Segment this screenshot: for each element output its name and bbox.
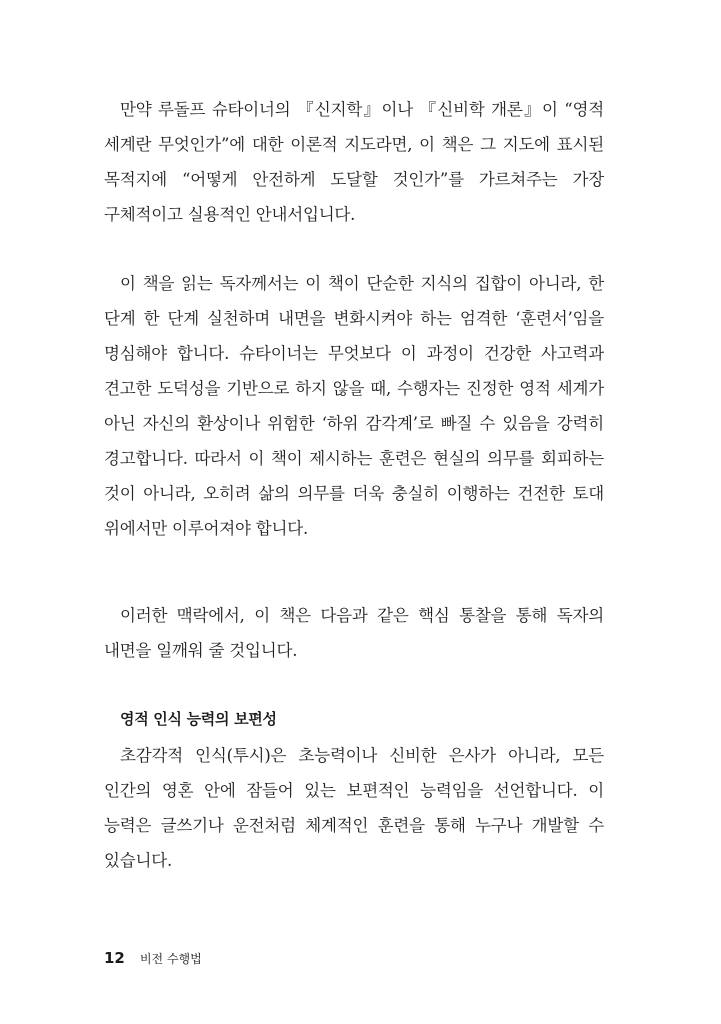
- running-title: 비전 수행법: [139, 952, 202, 966]
- paragraph-intro: 만약 루돌프 슈타이너의 『신지학』이나 『신비학 개론』이 “영적 세계란 무엇인가”에 대한 이론적 지도라면, 이 책은 그 지도에 표시된 목적지에 “어떻게 안전하게 도달할 것인가”를 가르쳐주는 가장 구체적이고 실용적인 안내서입니다.: [104, 100, 604, 224]
- page-footer: [104, 948, 202, 967]
- section-body: 초감각적 인식(투시)은 초능력이나 신비한 은사가 아니라, 모든 인간의 영혼 안에 잠들어 있는 보편적인 능력임을 선언합니다. 이 능력은 글쓰기나 운전처럼 체계적인 훈련을 통해 누구나 개발할 수 있습니다.: [104, 746, 604, 870]
- page-number: 12: [104, 949, 125, 967]
- section-heading: 영적 인식 능력의 보편성: [120, 710, 277, 728]
- paragraph-warning: 이 책을 읽는 독자께서는 이 책이 단순한 지식의 집합이 아니라, 한 단계 한 단계 실천하며 내면을 변화시켜야 하는 엄격한 ‘훈련서’임을 명심해야 합니다. 슈타이너는 무엇보다 이 과정이 건강한 사고력과 견고한 도덕성을 기반으로 하지 않을 때, 수행자는 진정한 영적 세계가 아닌 자신의 환상이나 위험한 ‘하위 감각계’로 빠질 수 있음을 강력히 경고합니다. 따라서 이 책이 제시하는 훈련은 현실의 의무를 회피하는 것이 아니라, 오히려 삶의 의무를 더욱 충실히 이행하는 건전한 토대 위에서만 이루어져야 합니다.: [104, 274, 604, 538]
- paragraph-context: 이러한 맥락에서, 이 책은 다음과 같은 핵심 통찰을 통해 독자의 내면을 일깨워 줄 것입니다.: [104, 606, 604, 660]
